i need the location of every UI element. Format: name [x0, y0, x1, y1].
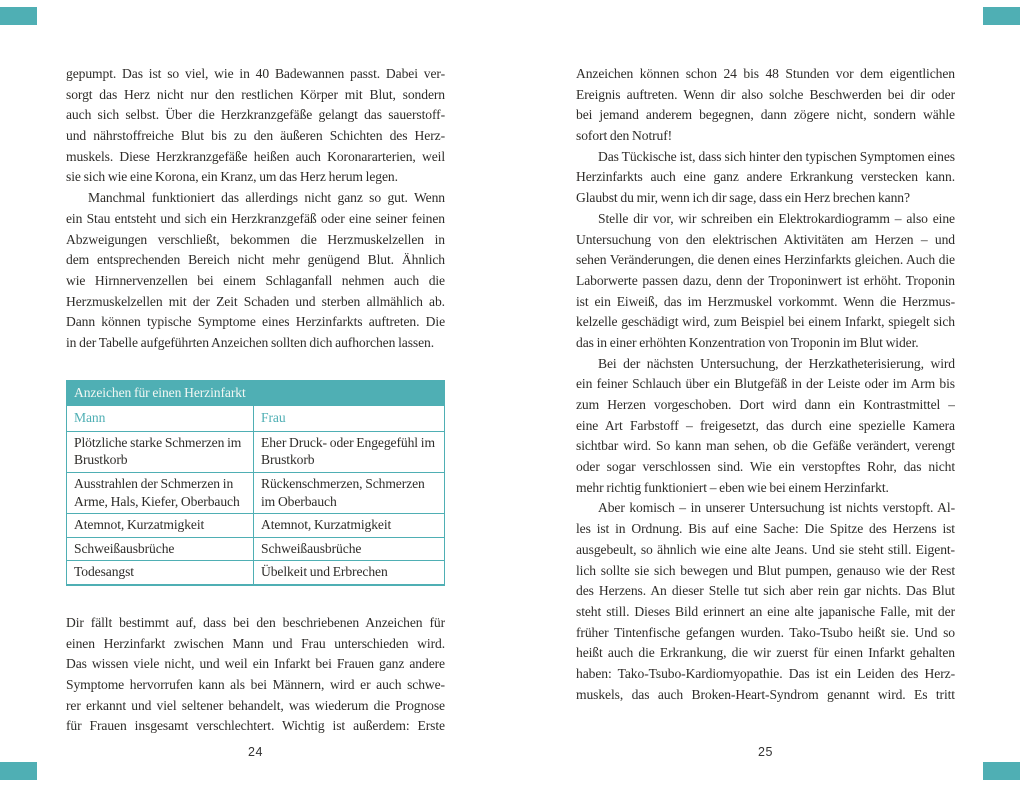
table-title: Anzeichen für einen Herzinfarkt — [67, 380, 445, 406]
text-line: Bei der nächsten Untersuchung, der Herzkatheterisierung, wird — [598, 355, 955, 371]
text-line: wie Hirnnervenzellen bei einem Schlaganfall nehmen auch die — [66, 272, 445, 288]
text-line: Abzweigungen verschließt, bekommen die Herzmuskelzellen in — [66, 231, 445, 247]
text-line: gepumpt. Das ist so viel, wie in 40 Badewannen passt. Dabei ver- — [66, 66, 445, 81]
text-line: Herzmuskelzellen mit der Zeit Schaden und sterben allmählich ab. — [66, 293, 445, 309]
text-line: und nährstoffreiche Blut bis zu den äußeren Schichten des Herz- — [66, 128, 445, 144]
text-line: Laborwerte passen dazu, denn der Troponinwert ist erhöht. Troponin — [576, 272, 955, 288]
text-line: früher Tintenfische gefangen wurden. Tako-Tsubo heißt sie. Und so — [576, 624, 955, 640]
text-line: bei jemand anderem begegnen, dann zögere nicht, sondern wähle — [576, 107, 955, 123]
text-line: einen Herzinfarkt zwischen Mann und Frau unterschieden wird. — [66, 635, 445, 651]
paragraph — [576, 147, 955, 209]
paragraph — [576, 64, 955, 147]
text-line: oder sogar verschlossen sind. Wie ein verstopftes Rohr, das nicht — [576, 459, 955, 475]
text-line: Ereignis auftreten. Wenn dir also solche Beschwerden bei dir oder — [576, 86, 955, 102]
text-line: des Herzens. An dieser Stelle tut sich aber rein gar nichts. Das Blut — [576, 583, 955, 599]
text-line: Glaubst du mir, wenn ich dir sage, dass ein Herz brechen kann? — [576, 190, 910, 206]
text-line: Anzeichen können schon 24 bis 48 Stunden vor dem eigentlichen — [576, 66, 955, 81]
text-line: Untersuchung von den elektrischen Aktivitäten am Herzen – und — [576, 231, 955, 247]
corner-mark-top-left — [0, 7, 37, 25]
text-line: Dann können typische Symptome eines Herzinfarkts auftreten. Die — [66, 314, 445, 330]
paragraph — [576, 354, 955, 499]
table-cell: Todesangst — [67, 561, 254, 585]
text-line: Herzinfarkts auch eine ganz andere Erkrankung verstecken kann. — [576, 169, 955, 185]
text-line: Aber komisch – in unserer Untersuchung ist nichts verstopft. Al- — [598, 500, 955, 516]
text-line: sie sich wie eine Korona, ein Kranz, um das Herz herum legen. — [66, 169, 398, 185]
table-cell: Schweißausbrüche — [67, 537, 254, 561]
text-line: ein Stau entsteht und sich ein Herzkranzgefäß oder eine seiner feinen — [66, 210, 445, 226]
corner-mark-bottom-right — [983, 762, 1020, 780]
text-line: Stelle dir vor, wir schreiben ein Elektrokardiogramm – also eine — [598, 210, 955, 226]
text-line: muskels. Diese Herzkranzgefäße heißen auch Koronararterien, weil — [66, 148, 445, 164]
text-line: steht still. Dieses Bild erinnert an eine alte japanische Falle, mit der — [576, 603, 955, 619]
text-line: Symptome hervorrufen kann als bei Männern, wird er auch schwe- — [66, 677, 445, 693]
page-number-right: 25 — [758, 745, 773, 759]
table-cell: Eher Druck- oder Engegefühl im Brustkorb — [254, 431, 445, 472]
paragraph — [576, 498, 955, 705]
text-line: für Frauen insgesamt verschlechtert. Wichtig ist außerdem: Erste — [66, 718, 445, 734]
table-row — [67, 561, 445, 585]
text-line: ausgebeult, so ähnlich wie eine alte Jeans. Und sie steht still. Eigent- — [576, 541, 955, 557]
text-line: zum Herzen vorgeschoben. Dort wird dann ein Kontrastmittel – — [576, 397, 955, 412]
text-line: heißt auch die Erkrankung, die wir zuerst für einen Infarkt gehalten — [576, 645, 955, 661]
page-number-left: 24 — [248, 745, 263, 759]
text-line: Dir fällt bestimmt auf, dass bei den beschriebenen Anzeichen für — [66, 614, 445, 630]
table-column-header-mann: Mann — [67, 406, 254, 432]
table-cell: Plötzliche starke Schmerzen im Brustkorb — [67, 431, 254, 472]
corner-mark-top-right — [983, 7, 1020, 25]
page-right-text-column — [576, 64, 955, 705]
text-line: Das wissen viele nicht, und weil ein Infarkt bei Frauen ganz andere — [66, 656, 445, 672]
paragraph — [66, 188, 445, 354]
text-line: in der Tabelle aufgeführten Anzeichen sollten dich aufhorchen lassen. — [66, 334, 434, 350]
text-line: Das Tückische ist, dass sich hinter den typischen Symptomen eines — [598, 148, 955, 164]
text-line: sichtbar wird. So kann man sehen, ob die Gefäße verändert, verengt — [576, 438, 955, 454]
text-line: mehr richtig funktioniert – eben wie bei einem Herzinfarkt. — [576, 479, 889, 495]
text-line: sofort den Notruf! — [576, 128, 673, 144]
text-line: dem entsprechenden Bereich nicht mehr genügend Blut. Ähnlich — [66, 252, 445, 268]
text-line: ein feiner Schlauch über ein Blutgefäß in der Leiste oder im Arm bis — [576, 376, 955, 392]
text-line: rer erkannt und viel seltener behandelt, was wiederum die Prognose — [66, 697, 445, 713]
text-line: das in einer erhöhten Konzentration von Troponin im Blut wider. — [576, 334, 919, 350]
table-cell: Ausstrahlen der Schmerzen in Arme, Hals, Kiefer, Oberbauch — [67, 473, 254, 514]
text-line: les ist in Ordnung. Bis auf eine Sache: Die Spitze des Herzens ist — [576, 521, 955, 537]
table-cell: Atemnot, Kurzatmigkeit — [67, 514, 254, 538]
paragraph — [66, 64, 445, 188]
paragraph — [66, 613, 445, 737]
table-cell: Übelkeit und Erbrechen — [254, 561, 445, 585]
table-cell: Atemnot, Kurzatmigkeit — [254, 514, 445, 538]
table-row — [67, 537, 445, 561]
text-line: eine Art Farbstoff – freigesetzt, das durch eine spezielle Kamera — [576, 417, 955, 433]
paragraph — [576, 209, 955, 354]
text-line: lich sollte sie sich bewegen und Blut pumpen, genauso wie der Rest — [576, 562, 955, 578]
text-line: Manchmal funktioniert das allerdings nicht ganz so gut. Wenn — [88, 190, 445, 206]
table-row — [67, 473, 445, 514]
table-row — [67, 514, 445, 538]
table-column-header-frau: Frau — [254, 406, 445, 432]
text-line: muskels, das auch Broken-Heart-Syndrom genannt wird. Es tritt — [576, 686, 955, 702]
corner-mark-bottom-left — [0, 762, 37, 780]
text-line: kelzelle geschädigt wird, zum Beispiel bei einem Infarkt, spiegelt sich — [576, 314, 955, 330]
text-line: haben: Tako-Tsubo-Kardiomyopathie. Das ist ein Leiden des Herz- — [576, 665, 955, 681]
heart-attack-symptoms-table — [66, 380, 445, 586]
table-cell: Schweißausbrüche — [254, 537, 445, 561]
table-cell: Rückenschmerzen, Schmerzen im Oberbauch — [254, 473, 445, 514]
text-line: ist ein Eiweiß, das im Herzmuskel vorkommt. Wenn die Herzmus- — [576, 293, 955, 309]
table-row — [67, 431, 445, 472]
text-line: sorgt das Herz nicht nur den restlichen Körper mit Blut, sondern — [66, 86, 445, 102]
text-line: sehen Veränderungen, die denen eines Herzinfarkts gleichen. Auch die — [576, 252, 955, 268]
text-line: auch sich selbst. Über die Herzkranzgefäße gelangt das sauerstoff- — [66, 107, 445, 123]
page-left-text-column — [66, 64, 445, 737]
